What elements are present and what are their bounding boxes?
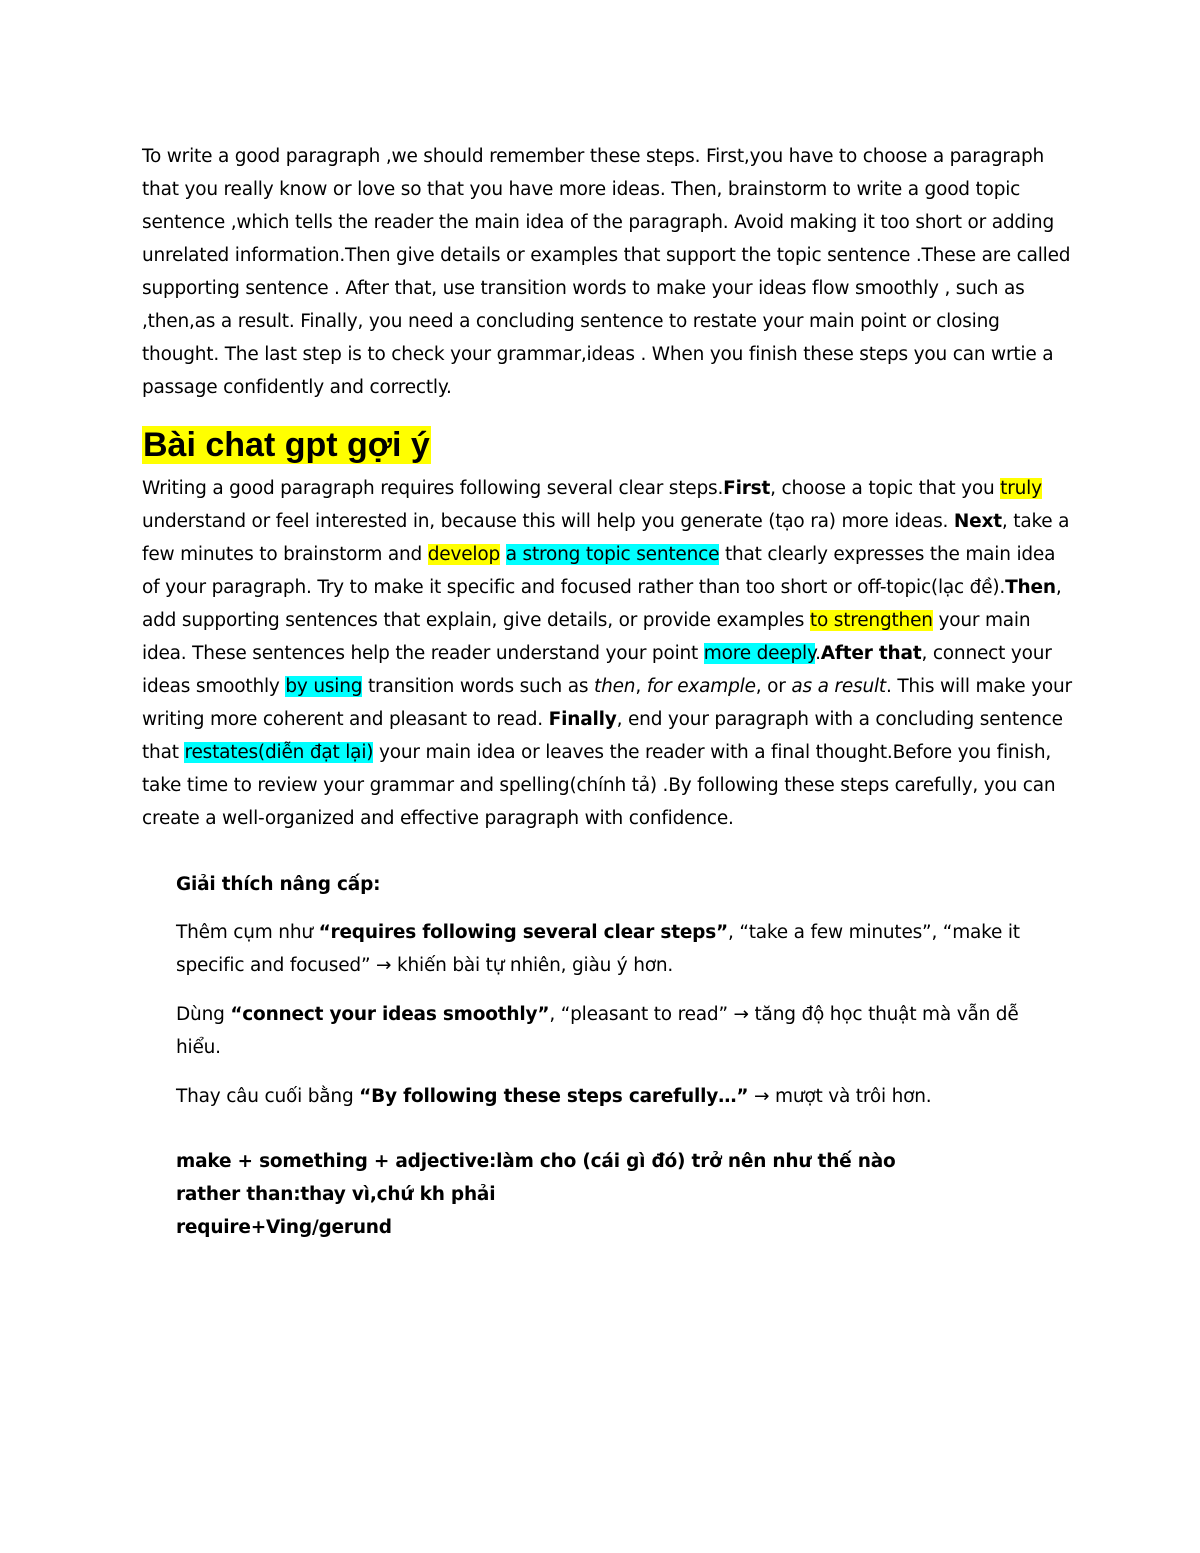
explanation-title: Giải thích nâng cấp:: [176, 874, 381, 895]
highlight-truly: truly: [1000, 478, 1042, 499]
text-run: ,: [635, 676, 647, 697]
text-run: that clearly expresses the main idea of your paragraph. Try to make it specific and focused rather than too short or off-topic(lạc đề).: [142, 544, 1056, 598]
text-run: Dùng: [176, 1004, 231, 1025]
explanation-item-2: [176, 998, 1056, 1064]
suggested-paragraph: [142, 472, 1072, 835]
text-run: , or: [755, 676, 792, 697]
explanation-item-1: [176, 916, 1056, 982]
italic-as-a-result: as a result: [791, 676, 886, 697]
original-paragraph: To write a good paragraph ,we should remember these steps. First,you have to choose a paragraph that you really know or love so that you have more ideas. Then, brainstorm to write a good topic sentence ,which tells the reader the main idea of the paragraph. Avoid making it too short or adding unrelated information.Then give details or examples that support the topic sentence .These are called supporting sentence . After that, use transition words to make your ideas flow smoothly , such as ,then,as a result. Finally, you need a concluding sentence to restate your main point or closing thought. The last step is to check your grammar,ideas . When you finish these steps you can wrtie a passage confidently and correctly.: [142, 146, 1071, 398]
bold-phrase: “By following these steps carefully…”: [359, 1086, 749, 1107]
text-run: Thay câu cuối bằng: [176, 1086, 360, 1107]
text-run: , “pleasant to read” → tăng độ học thuật mà vẫn dễ hiểu.: [176, 1004, 1019, 1058]
bold-first: First: [723, 478, 771, 499]
highlight-by-using: by using: [285, 676, 363, 697]
highlight-restates: restates(diễn đạt lại): [184, 742, 374, 763]
heading-text: Bài chat gpt gợi ý: [143, 426, 430, 464]
section-heading: [142, 420, 431, 470]
text-run: , “take a few minutes”, “make it specific and focused” → khiến bài tự nhiên, giàu ý hơn.: [176, 922, 1020, 976]
text-run: → mượt và trôi hơn.: [748, 1086, 932, 1107]
vocab-item: rather than:thay vì,chứ kh phải: [176, 1184, 496, 1205]
italic-then: then: [594, 676, 636, 697]
highlight-more-deeply: more deeply: [703, 643, 816, 664]
text-run: your main idea. These sentences help the reader understand your point: [142, 610, 1031, 664]
bold-then: Then: [1005, 577, 1056, 598]
highlight-strong-topic: a strong topic sentence: [505, 544, 720, 565]
explanation-item-3: [176, 1080, 1056, 1113]
text-run: , take a few minutes to brainstorm and: [142, 511, 1070, 565]
bold-phrase: “connect your ideas smoothly”: [230, 1004, 550, 1025]
text-run: .: [815, 643, 821, 664]
bold-finally: Finally: [548, 709, 617, 730]
bold-after-that: After that: [820, 643, 922, 664]
text-run: [500, 544, 506, 565]
text-run: , connect your ideas smoothly: [142, 643, 1052, 697]
text-run: transition words such as: [362, 676, 595, 697]
text-run: , end your paragraph with a concluding sentence that: [142, 709, 1063, 763]
text-run: . This will make your writing more coherent and pleasant to read.: [142, 676, 1072, 730]
vocab-item: require+Ving/gerund: [176, 1217, 392, 1238]
text-run: Writing a good paragraph requires following several clear steps.: [142, 478, 724, 499]
vocab-list: [176, 1145, 896, 1244]
text-run: , choose a topic that you: [770, 478, 1001, 499]
highlight-to-strengthen: to strengthen: [809, 610, 933, 631]
bold-next: Next: [953, 511, 1002, 532]
italic-for-example: for example: [646, 676, 756, 697]
bold-phrase: “requires following several clear steps”: [318, 922, 728, 943]
text-run: understand or feel interested in, because this will help you generate (tạo ra) more ideas.: [142, 511, 954, 532]
text-run: your main idea or leaves the reader with a final thought.Before you finish, take time to review your grammar and spelling(chính tả) .By following these steps carefully, you can create a well-organized and effective paragraph with confidence.: [142, 742, 1056, 829]
text-run: , add supporting sentences that explain, give details, or provide examples: [142, 577, 1062, 631]
text-run: Thêm cụm như: [176, 922, 319, 943]
highlight-develop: develop: [427, 544, 501, 565]
vocab-item: make + something + adjective:làm cho (cái gì đó) trở nên như thế nào: [176, 1151, 896, 1172]
